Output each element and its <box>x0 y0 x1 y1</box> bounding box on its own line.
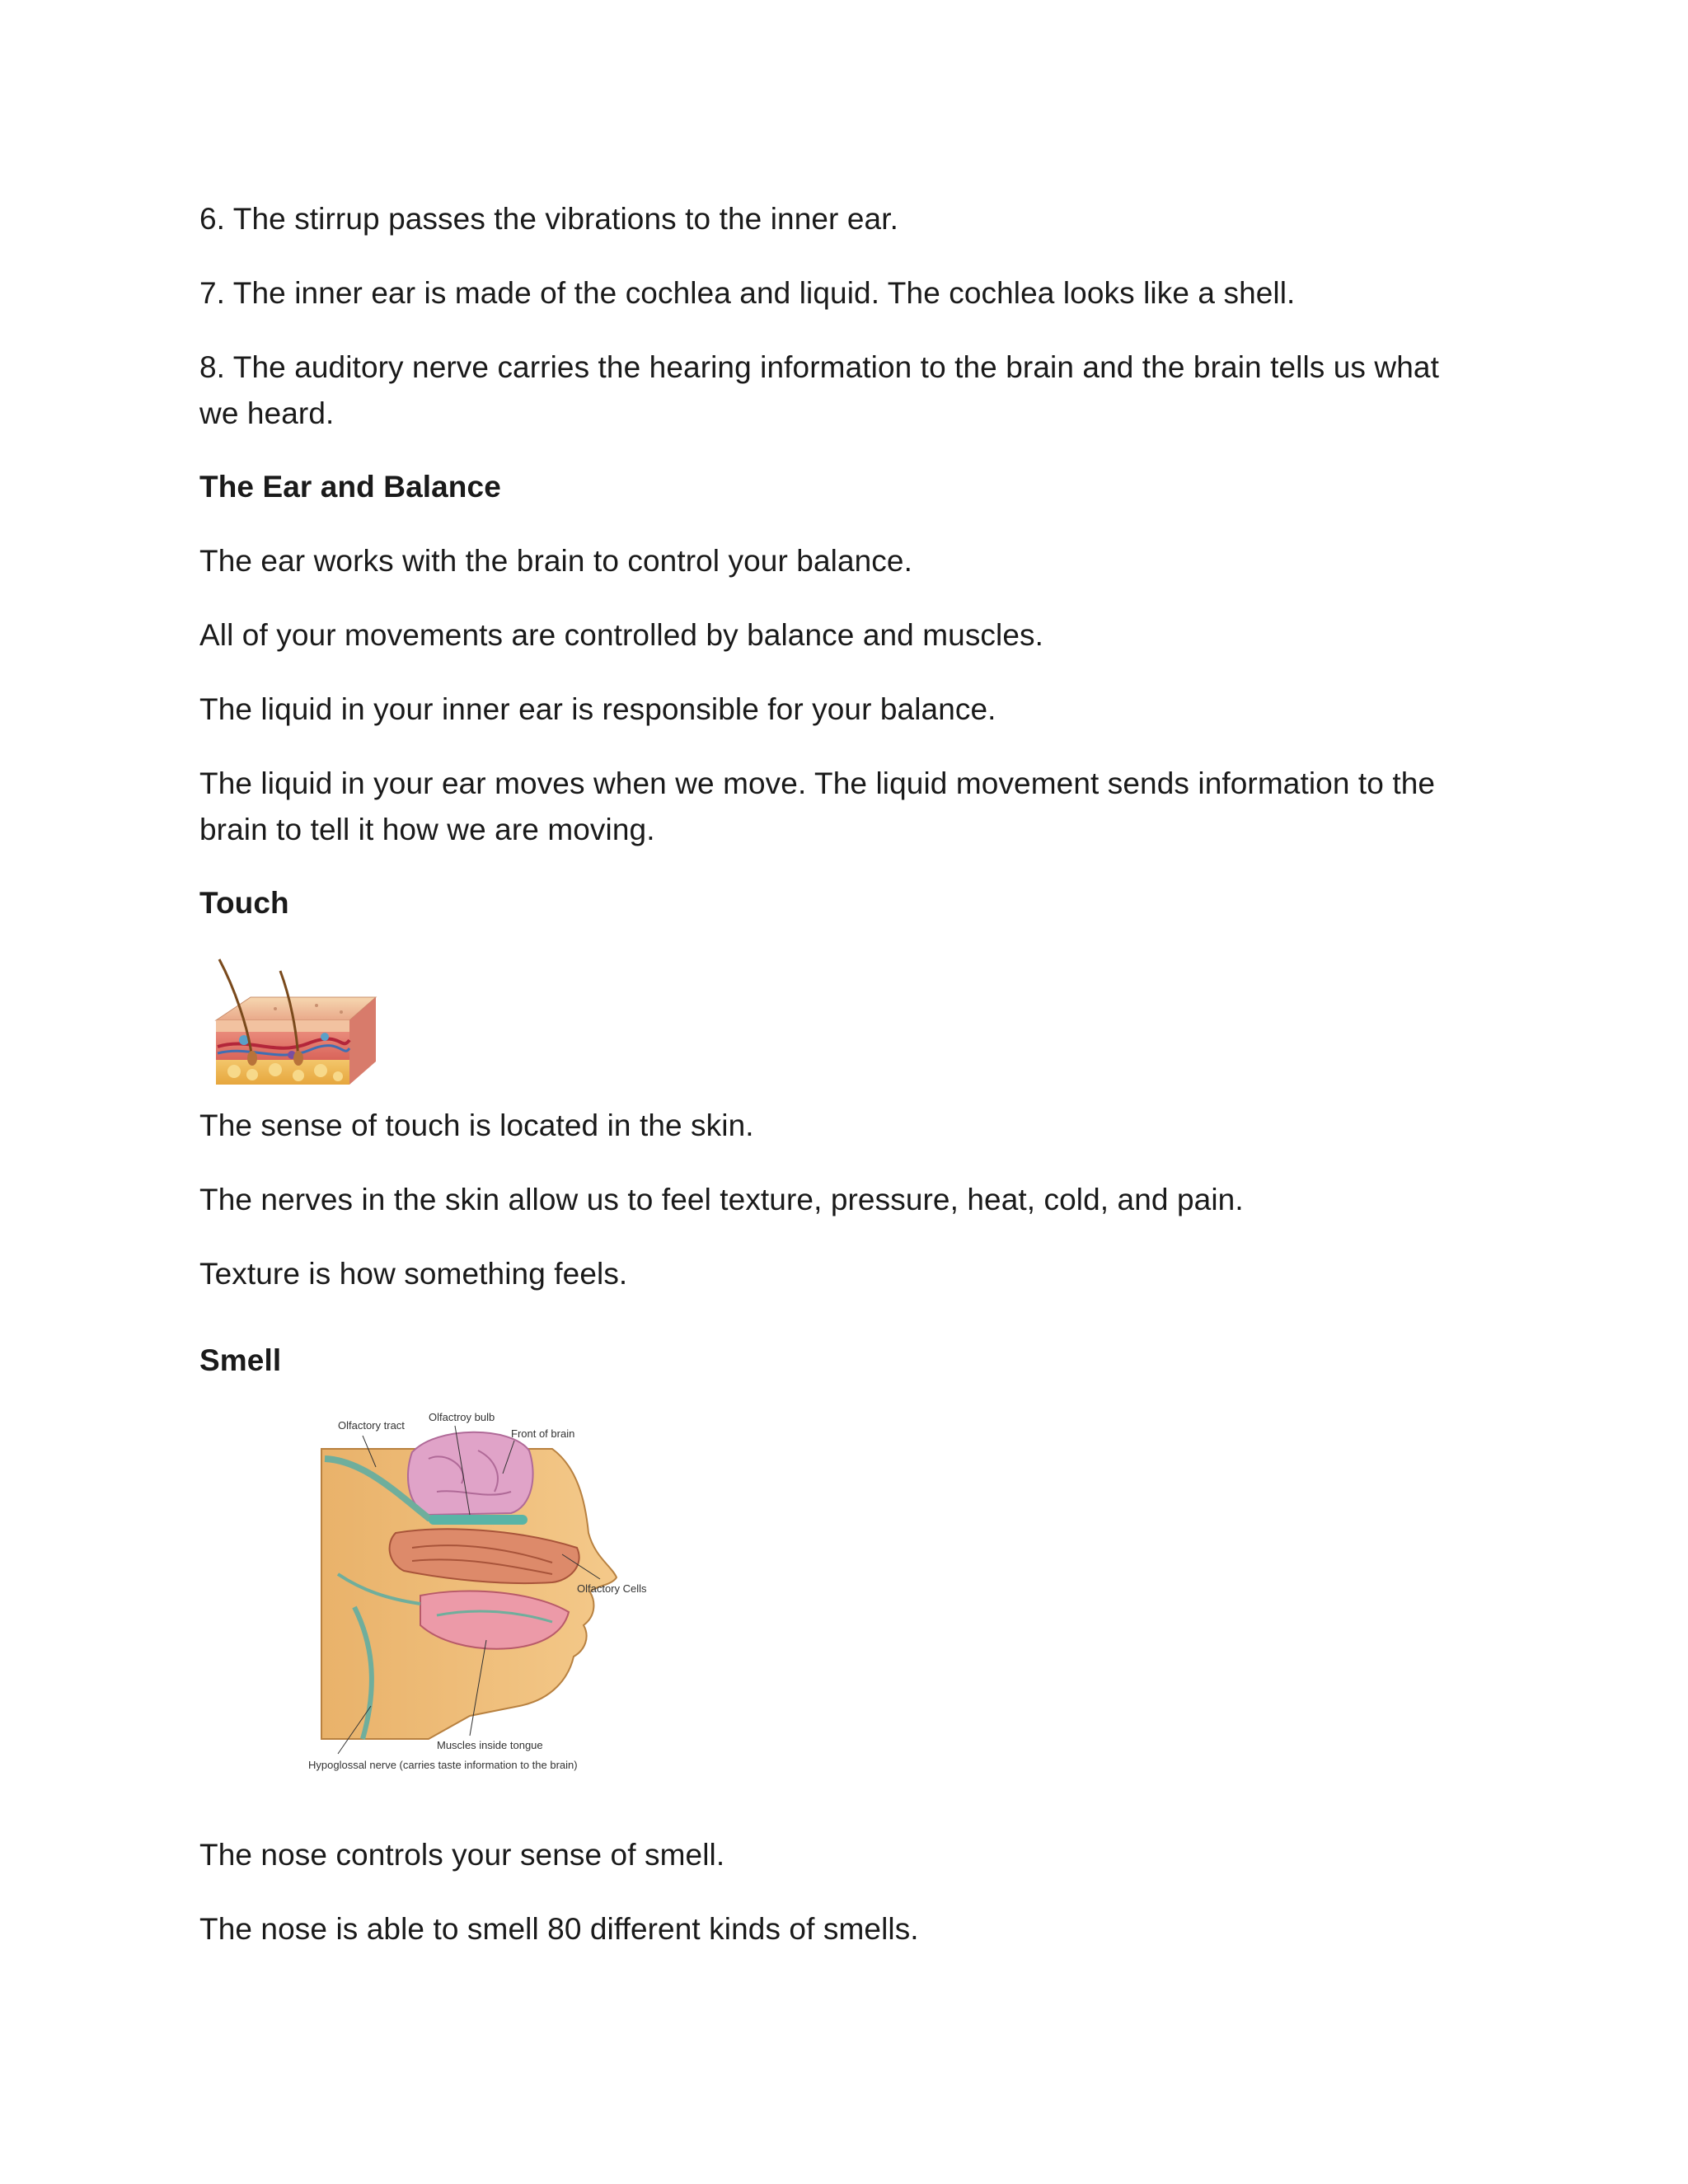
label-hypoglossal-nerve: Hypoglossal nerve (carries taste information to the brain) <box>308 1759 578 1771</box>
paragraph-inner-ear: 7. The inner ear is made of the cochlea and liquid. The cochlea looks like a shell. <box>199 276 1296 310</box>
heading-smell: Smell <box>199 1343 282 1377</box>
label-olfactory-cells: Olfactory Cells <box>577 1582 647 1595</box>
paragraph-liquid-balance: The liquid in your inner ear is responsible for your balance. <box>199 692 996 726</box>
paragraph-texture: Texture is how something feels. <box>199 1257 628 1291</box>
label-olfactory-bulb: Olfactroy bulb <box>429 1411 495 1423</box>
heading-ear-and-balance: The Ear and Balance <box>199 470 501 504</box>
paragraph-ear-brain-balance: The ear works with the brain to control your balance. <box>199 544 912 578</box>
label-front-of-brain: Front of brain <box>511 1427 575 1440</box>
paragraph-liquid-moves: The liquid in your ear moves when we move. The liquid movement sends information to the brain to tell it how we are moving. <box>199 766 1436 846</box>
paragraph-nose-smell: The nose controls your sense of smell. <box>199 1838 725 1872</box>
skin-cross-section-image <box>201 954 384 1094</box>
olfactory-anatomy-image <box>305 1409 673 1808</box>
paragraph-auditory-nerve: 8. The auditory nerve carries the hearing information to the brain and the brain tells us what we heard. <box>199 350 1439 430</box>
paragraph-stirrup: 6. The stirrup passes the vibrations to the inner ear. <box>199 202 898 236</box>
label-muscles-inside-tongue: Muscles inside tongue <box>437 1739 543 1751</box>
paragraph-touch-skin: The sense of touch is located in the skin. <box>199 1108 754 1142</box>
paragraph-nose-80-smells: The nose is able to smell 80 different kinds of smells. <box>199 1912 919 1946</box>
paragraph-skin-nerves: The nerves in the skin allow us to feel texture, pressure, heat, cold, and pain. <box>199 1183 1244 1216</box>
paragraph-movements: All of your movements are controlled by balance and muscles. <box>199 618 1044 652</box>
heading-touch: Touch <box>199 886 289 920</box>
label-olfactory-tract: Olfactory tract <box>338 1419 405 1432</box>
